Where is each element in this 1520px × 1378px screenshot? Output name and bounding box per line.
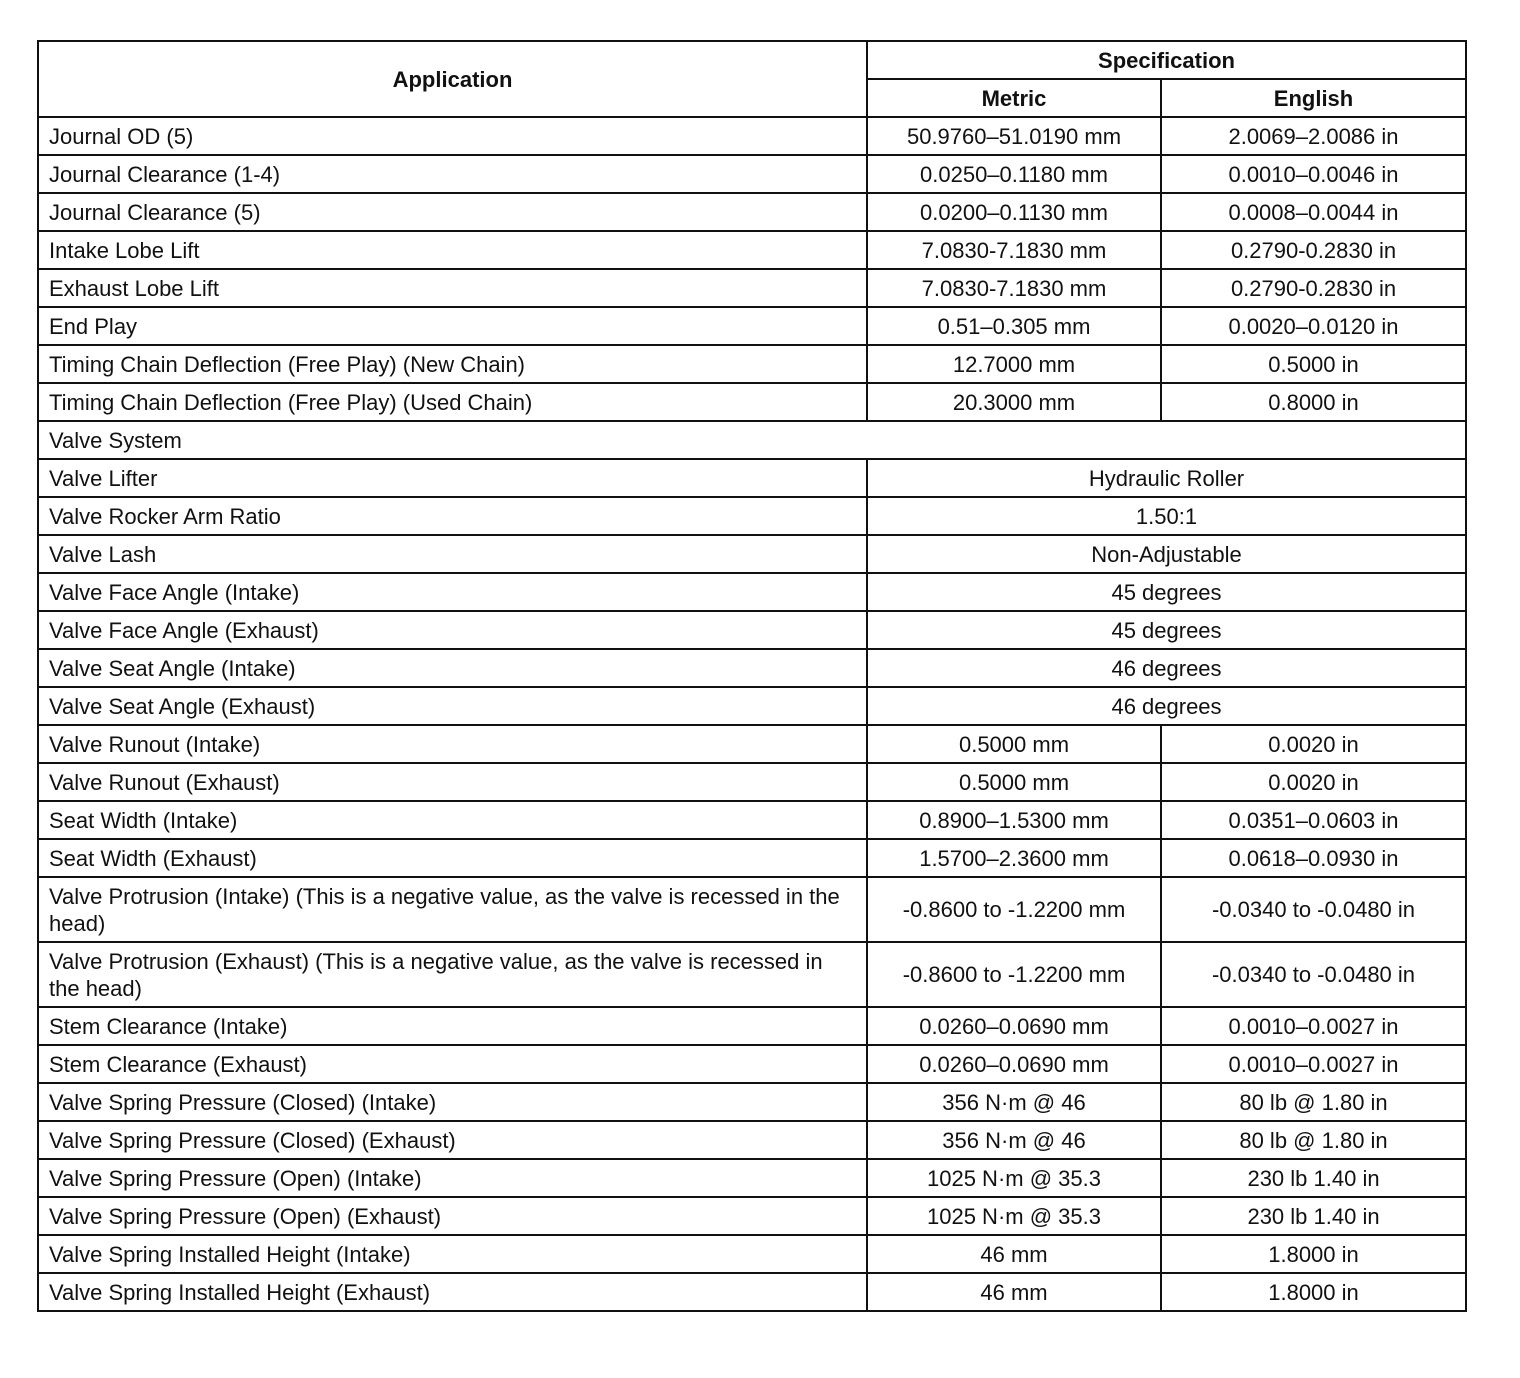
application-cell: Valve Runout (Intake) bbox=[38, 725, 867, 763]
application-cell: Seat Width (Exhaust) bbox=[38, 839, 867, 877]
table-row bbox=[38, 573, 1466, 611]
metric-cell: 0.0260–0.0690 mm bbox=[867, 1007, 1161, 1045]
header-metric: Metric bbox=[867, 79, 1161, 117]
metric-cell: 12.7000 mm bbox=[867, 345, 1161, 383]
application-cell: Valve Rocker Arm Ratio bbox=[38, 497, 867, 535]
english-cell: 0.0010–0.0027 in bbox=[1161, 1045, 1466, 1083]
table-row bbox=[38, 345, 1466, 383]
table-row bbox=[38, 155, 1466, 193]
english-cell: 0.0020 in bbox=[1161, 725, 1466, 763]
table-row bbox=[38, 1235, 1466, 1273]
spec-value-cell: Non-Adjustable bbox=[867, 535, 1466, 573]
metric-cell: 356 N·m @ 46 bbox=[867, 1083, 1161, 1121]
english-cell: 1.8000 in bbox=[1161, 1235, 1466, 1273]
specification-table bbox=[37, 40, 1467, 1312]
metric-cell: 50.9760–51.0190 mm bbox=[867, 117, 1161, 155]
english-cell: 80 lb @ 1.80 in bbox=[1161, 1083, 1466, 1121]
application-cell: Stem Clearance (Intake) bbox=[38, 1007, 867, 1045]
application-cell: Intake Lobe Lift bbox=[38, 231, 867, 269]
application-cell: Valve Face Angle (Exhaust) bbox=[38, 611, 867, 649]
application-cell: Valve Face Angle (Intake) bbox=[38, 573, 867, 611]
table-row bbox=[38, 801, 1466, 839]
table-row bbox=[38, 942, 1466, 1007]
english-cell: 0.0008–0.0044 in bbox=[1161, 193, 1466, 231]
spec-value-cell: Hydraulic Roller bbox=[867, 459, 1466, 497]
english-cell: 1.8000 in bbox=[1161, 1273, 1466, 1311]
table-row bbox=[38, 877, 1466, 942]
table-row bbox=[38, 497, 1466, 535]
table-row bbox=[38, 535, 1466, 573]
application-cell: Stem Clearance (Exhaust) bbox=[38, 1045, 867, 1083]
application-cell: Valve Spring Pressure (Open) (Intake) bbox=[38, 1159, 867, 1197]
table-row bbox=[38, 269, 1466, 307]
metric-cell: 0.8900–1.5300 mm bbox=[867, 801, 1161, 839]
english-cell: 0.0010–0.0046 in bbox=[1161, 155, 1466, 193]
header-application: Application bbox=[38, 41, 867, 117]
table-row bbox=[38, 687, 1466, 725]
application-cell: Valve Spring Pressure (Closed) (Intake) bbox=[38, 1083, 867, 1121]
spec-value-cell: 46 degrees bbox=[867, 649, 1466, 687]
application-cell: Timing Chain Deflection (Free Play) (New Chain) bbox=[38, 345, 867, 383]
english-cell: 0.2790-0.2830 in bbox=[1161, 269, 1466, 307]
metric-cell: 46 mm bbox=[867, 1273, 1161, 1311]
application-cell: Valve Lifter bbox=[38, 459, 867, 497]
table-row bbox=[38, 1197, 1466, 1235]
table-row bbox=[38, 1083, 1466, 1121]
spec-value-cell: 45 degrees bbox=[867, 573, 1466, 611]
metric-cell: 7.0830-7.1830 mm bbox=[867, 269, 1161, 307]
table-row bbox=[38, 1045, 1466, 1083]
english-cell: -0.0340 to -0.0480 in bbox=[1161, 877, 1466, 942]
table-row bbox=[38, 1007, 1466, 1045]
application-cell: Valve Protrusion (Exhaust) (This is a negative value, as the valve is recessed in the head) bbox=[38, 942, 867, 1007]
english-cell: 0.5000 in bbox=[1161, 345, 1466, 383]
english-cell: -0.0340 to -0.0480 in bbox=[1161, 942, 1466, 1007]
table-row bbox=[38, 1159, 1466, 1197]
application-cell: Valve Lash bbox=[38, 535, 867, 573]
metric-cell: -0.8600 to -1.2200 mm bbox=[867, 942, 1161, 1007]
spec-value-cell: 46 degrees bbox=[867, 687, 1466, 725]
metric-cell: 1.5700–2.3600 mm bbox=[867, 839, 1161, 877]
section-row bbox=[38, 421, 1466, 459]
metric-cell: 356 N·m @ 46 bbox=[867, 1121, 1161, 1159]
application-cell: Valve Protrusion (Intake) (This is a negative value, as the valve is recessed in the head) bbox=[38, 877, 867, 942]
table-row bbox=[38, 763, 1466, 801]
english-cell: 230 lb 1.40 in bbox=[1161, 1197, 1466, 1235]
metric-cell: 0.5000 mm bbox=[867, 725, 1161, 763]
metric-cell: 20.3000 mm bbox=[867, 383, 1161, 421]
table-row bbox=[38, 117, 1466, 155]
metric-cell: 0.0200–0.1130 mm bbox=[867, 193, 1161, 231]
english-cell: 0.0010–0.0027 in bbox=[1161, 1007, 1466, 1045]
table-row bbox=[38, 839, 1466, 877]
english-cell: 2.0069–2.0086 in bbox=[1161, 117, 1466, 155]
application-cell: Journal Clearance (1-4) bbox=[38, 155, 867, 193]
application-cell: Valve Runout (Exhaust) bbox=[38, 763, 867, 801]
table-row bbox=[38, 725, 1466, 763]
application-cell: Exhaust Lobe Lift bbox=[38, 269, 867, 307]
application-cell: Valve Spring Pressure (Closed) (Exhaust) bbox=[38, 1121, 867, 1159]
metric-cell: 0.51–0.305 mm bbox=[867, 307, 1161, 345]
application-cell: Valve Spring Pressure (Open) (Exhaust) bbox=[38, 1197, 867, 1235]
table-row bbox=[38, 307, 1466, 345]
english-cell: 0.0618–0.0930 in bbox=[1161, 839, 1466, 877]
application-cell: Valve Spring Installed Height (Exhaust) bbox=[38, 1273, 867, 1311]
application-cell: Journal OD (5) bbox=[38, 117, 867, 155]
table-row bbox=[38, 231, 1466, 269]
metric-cell: 46 mm bbox=[867, 1235, 1161, 1273]
metric-cell: 1025 N·m @ 35.3 bbox=[867, 1159, 1161, 1197]
english-cell: 230 lb 1.40 in bbox=[1161, 1159, 1466, 1197]
header-english: English bbox=[1161, 79, 1466, 117]
english-cell: 0.2790-0.2830 in bbox=[1161, 231, 1466, 269]
english-cell: 0.0020–0.0120 in bbox=[1161, 307, 1466, 345]
english-cell: 0.0351–0.0603 in bbox=[1161, 801, 1466, 839]
metric-cell: -0.8600 to -1.2200 mm bbox=[867, 877, 1161, 942]
table-row bbox=[38, 459, 1466, 497]
metric-cell: 0.0260–0.0690 mm bbox=[867, 1045, 1161, 1083]
application-cell: Journal Clearance (5) bbox=[38, 193, 867, 231]
table-row bbox=[38, 1121, 1466, 1159]
application-cell: Timing Chain Deflection (Free Play) (Used Chain) bbox=[38, 383, 867, 421]
application-cell: Valve Spring Installed Height (Intake) bbox=[38, 1235, 867, 1273]
metric-cell: 1025 N·m @ 35.3 bbox=[867, 1197, 1161, 1235]
english-cell: 80 lb @ 1.80 in bbox=[1161, 1121, 1466, 1159]
spec-value-cell: 45 degrees bbox=[867, 611, 1466, 649]
application-cell: Valve Seat Angle (Intake) bbox=[38, 649, 867, 687]
spec-value-cell: 1.50:1 bbox=[867, 497, 1466, 535]
metric-cell: 0.0250–0.1180 mm bbox=[867, 155, 1161, 193]
application-cell: Valve Seat Angle (Exhaust) bbox=[38, 687, 867, 725]
application-cell: Seat Width (Intake) bbox=[38, 801, 867, 839]
header-specification: Specification bbox=[867, 41, 1466, 79]
table-row bbox=[38, 1273, 1466, 1311]
english-cell: 0.0020 in bbox=[1161, 763, 1466, 801]
english-cell: 0.8000 in bbox=[1161, 383, 1466, 421]
metric-cell: 7.0830-7.1830 mm bbox=[867, 231, 1161, 269]
section-title: Valve System bbox=[38, 421, 1466, 459]
table-row bbox=[38, 383, 1466, 421]
table-row bbox=[38, 193, 1466, 231]
table-body bbox=[38, 117, 1466, 1311]
table-row bbox=[38, 611, 1466, 649]
table-row bbox=[38, 649, 1466, 687]
application-cell: End Play bbox=[38, 307, 867, 345]
metric-cell: 0.5000 mm bbox=[867, 763, 1161, 801]
